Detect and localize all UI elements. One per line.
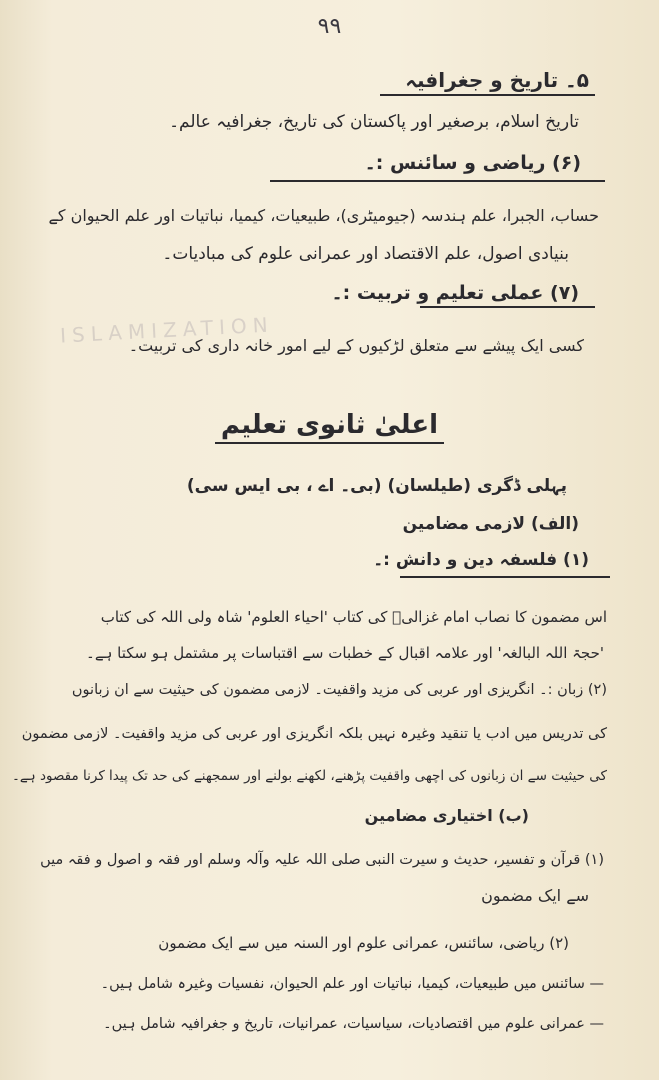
- section-6-body-1: حساب، الجبرا، علم ہندسہ (جیومیٹری)، طبیعیات، کیمیا، نباتیات اور علم الحیوان کے: [48, 206, 599, 225]
- section-5-heading: ۵۔ تاریخ و جغرافیہ: [405, 68, 589, 92]
- optional-2-line-2: — سائنس میں طبیعیات، کیمیا، نباتیات اور علم الحیوان، نفسیات وغیرہ شامل ہیں۔: [100, 976, 604, 992]
- section-5-body: تاریخ اسلام، برصغیر اور پاکستان کی تاریخ، جغرافیہ عالم۔: [169, 112, 579, 132]
- bleed-through-text: ISLAMIZATION: [59, 312, 275, 348]
- item-2-line-3: کی حیثیت سے ان زبانوں کی اچھی واقفیت پڑھنے، لکھنے بولنے اور سمجھنے کی حد تک پیدا کرنا مقصود ہے۔: [11, 768, 607, 784]
- item-2-line-2: کی تدریس میں ادب یا تنقید وغیرہ نہیں بلکہ انگریزی اور عربی کی مزید واقفیت۔ لازمی مضمون: [21, 726, 607, 742]
- section-6-heading: (۶) ریاضی و سائنس :۔: [364, 152, 581, 174]
- heading-underline: [380, 94, 595, 96]
- item-2-line-1: (۲) زبان :۔ انگریزی اور عربی کی مزید واقفیت۔ لازمی مضمون کی حیثیت سے ان زبانوں: [71, 682, 607, 698]
- item-1-body-2: 'حجۃ اللہ البالغہ' اور علامہ اقبال کے خطبات سے اقتباسات پر مشتمل ہو سکتا ہے۔: [86, 644, 604, 662]
- section-7-heading: (۷) عملی تعلیم و تربیت :۔: [331, 282, 579, 304]
- optional-2-line-1: (۲) ریاضی، سائنس، عمرانی علوم اور السنہ میں سے ایک مضمون: [158, 934, 569, 952]
- item-1-heading: (۱) فلسفہ دین و دانش :۔: [373, 550, 589, 570]
- optional-1-line-2: سے ایک مضمون: [481, 886, 589, 905]
- page-number: ۹۹: [317, 14, 342, 39]
- heading-underline: [270, 180, 605, 182]
- title-text: اعلیٰ ثانوی تعلیم: [215, 410, 444, 444]
- item-1-body-1: اس مضمون کا نصاب امام غزالیؒ کی کتاب 'احیاء العلوم' شاہ ولی اللہ کی کتاب: [100, 608, 607, 626]
- heading-underline: [400, 576, 610, 578]
- section-6-body-2: بنیادی اصول، علم الاقتصاد اور عمرانی علوم کی مبادیات۔: [162, 244, 569, 264]
- section-7-body: کسی ایک پیشے سے متعلق لڑکیوں کے لیے امور خانہ داری کی تربیت۔: [128, 336, 584, 355]
- optional-subjects-heading: (ب) اختیاری مضامین: [364, 806, 529, 825]
- optional-1-line-1: (۱) قرآن و تفسیر، حدیث و سیرت النبی صلی اللہ علیہ وآلہ وسلم اور فقہ و اصول و فقہ میں: [40, 852, 604, 868]
- page-title: [0, 410, 659, 440]
- optional-2-line-3: — عمرانی علوم میں اقتصادیات، سیاسیات، عمرانیات، تاریخ و جغرافیہ شامل ہیں۔: [103, 1016, 604, 1032]
- heading-underline: [420, 306, 595, 308]
- compulsory-subjects-heading: (الف) لازمی مضامین: [402, 514, 579, 534]
- degree-heading: پہلی ڈگری (طیلسان) (بی۔ اے ، بی ایس سی): [186, 476, 567, 496]
